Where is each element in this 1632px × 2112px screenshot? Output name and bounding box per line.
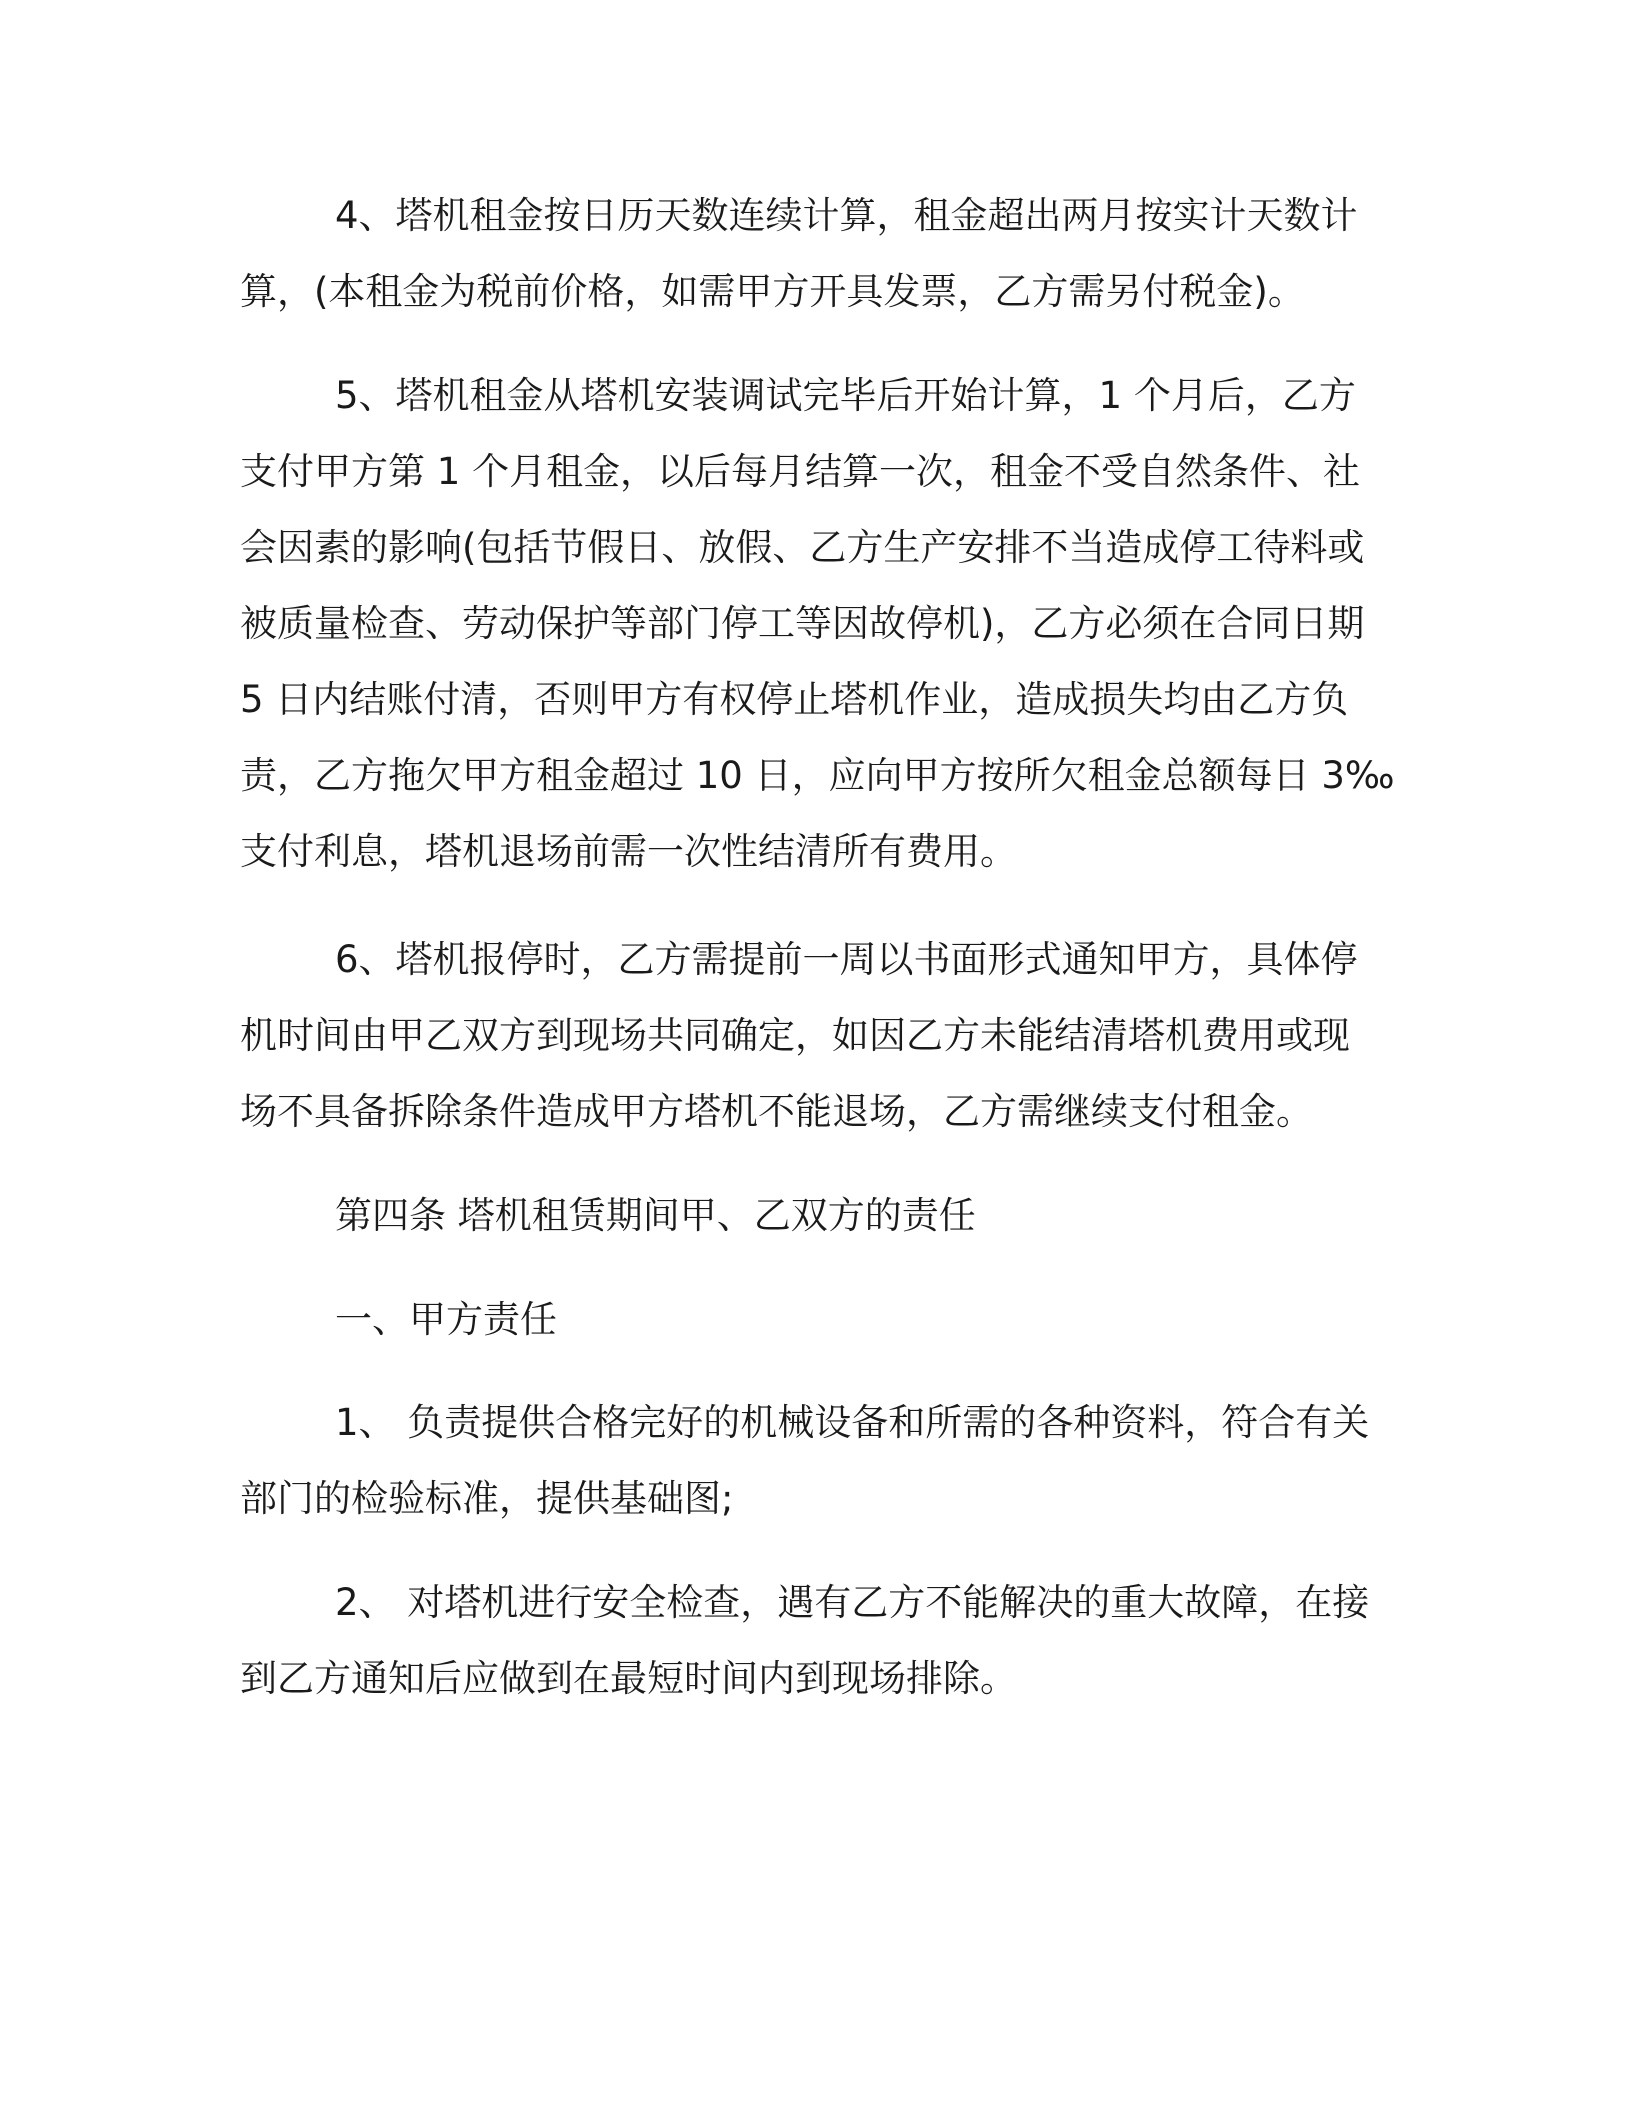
paragraph-line: 部门的检验标准，提供基础图; — [240, 1477, 734, 1520]
subsection-heading: 一、甲方责任 — [335, 1298, 557, 1341]
subsection-heading-party-a — [240, 1282, 1380, 1358]
paragraph-line: 支付甲方第 1 个月租金，以后每月结算一次，租金不受自然条件、社 — [240, 450, 1361, 493]
paragraph-clause-4 — [240, 178, 1380, 330]
paragraph-line: 到乙方通知后应做到在最短时间内到现场排除。 — [240, 1657, 1017, 1700]
paragraph-line: 6、塔机报停时，乙方需提前一周以书面形式通知甲方，具体停 — [335, 938, 1358, 981]
paragraph-line: 被质量检查、劳动保护等部门停工等因故停机)，乙方必须在合同日期 — [240, 602, 1365, 645]
paragraph-party-a-item-1 — [240, 1385, 1380, 1537]
paragraph-line: 5 日内结账付清，否则甲方有权停止塔机作业，造成损失均由乙方负 — [240, 678, 1349, 721]
paragraph-line: 责，乙方拖欠甲方租金超过 10 日，应向甲方按所欠租金总额每日 3‰ — [240, 754, 1395, 797]
section-heading-article-4 — [240, 1178, 1380, 1254]
section-heading: 第四条 塔机租赁期间甲、乙双方的责任 — [335, 1194, 976, 1237]
paragraph-clause-6 — [240, 922, 1380, 1150]
paragraph-clause-5 — [240, 358, 1395, 890]
paragraph-line: 支付利息，塔机退场前需一次性结清所有费用。 — [240, 830, 1017, 873]
paragraph-line: 算，(本租金为税前价格，如需甲方开具发票，乙方需另付税金)。 — [240, 270, 1305, 313]
paragraph-line: 4、塔机租金按日历天数连续计算，租金超出两月按实计天数计 — [335, 194, 1358, 237]
paragraph-line: 2、 对塔机进行安全检查，遇有乙方不能解决的重大故障，在接 — [335, 1581, 1370, 1624]
paragraph-line: 场不具备拆除条件造成甲方塔机不能退场，乙方需继续支付租金。 — [240, 1090, 1313, 1133]
paragraph-line: 机时间由甲乙双方到现场共同确定，如因乙方未能结清塔机费用或现 — [240, 1014, 1350, 1057]
paragraph-line: 1、 负责提供合格完好的机械设备和所需的各种资料，符合有关 — [335, 1401, 1370, 1444]
paragraph-party-a-item-2 — [240, 1565, 1380, 1717]
paragraph-line: 5、塔机租金从塔机安装调试完毕后开始计算，1 个月后，乙方 — [335, 374, 1356, 417]
paragraph-line: 会因素的影响(包括节假日、放假、乙方生产安排不当造成停工待料或 — [240, 526, 1365, 569]
